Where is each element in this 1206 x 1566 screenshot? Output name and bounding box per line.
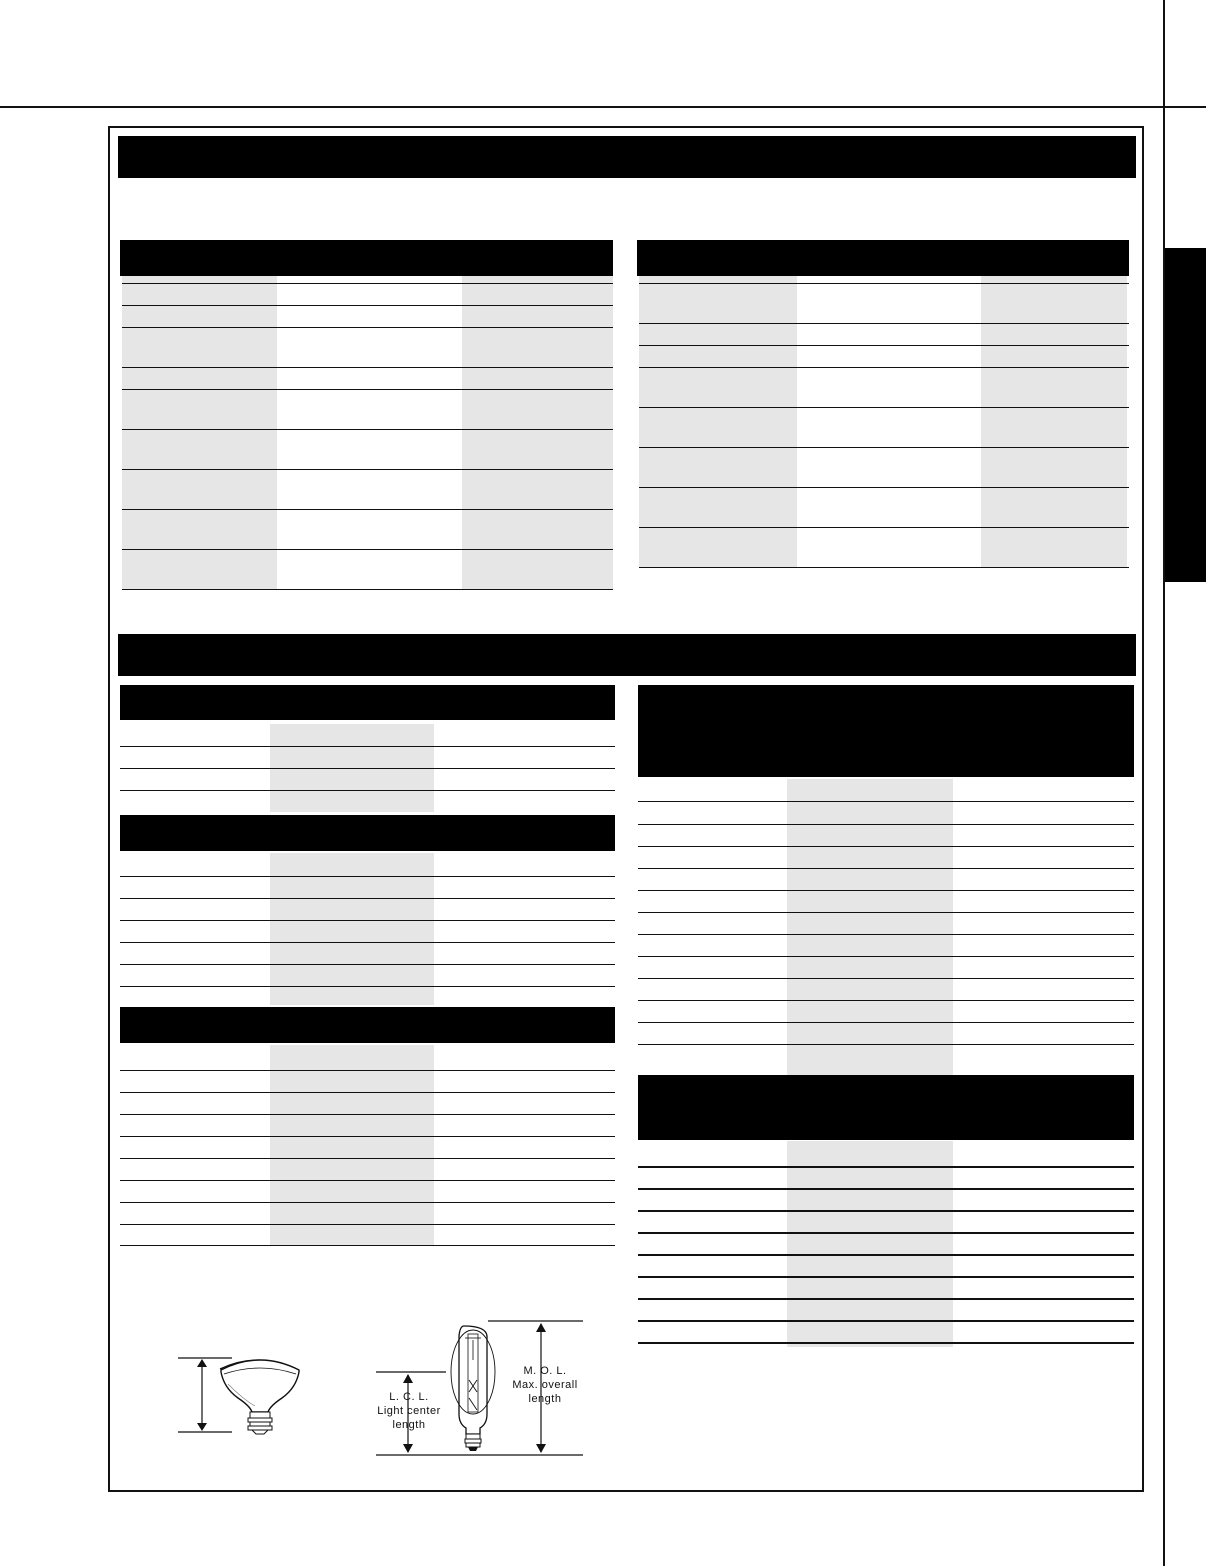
row-divider (638, 1166, 1134, 1168)
lcl-abbr: L. C. L. (389, 1391, 429, 1403)
mol-caption (502, 1364, 588, 1406)
row-divider (638, 1298, 1134, 1300)
table-1-shaded-column-b (462, 276, 613, 590)
table-2-shaded-column-a (639, 276, 797, 568)
section-header-bar-1 (118, 136, 1136, 178)
row-divider (639, 323, 1129, 324)
row-divider (638, 1210, 1134, 1212)
table-5-shaded-column (270, 1045, 434, 1245)
table-1-header (120, 240, 613, 276)
row-divider (639, 367, 1129, 368)
mol-line-2: length (528, 1393, 562, 1405)
row-divider (120, 1245, 615, 1246)
row-divider (639, 447, 1129, 448)
row-divider (122, 509, 613, 510)
row-divider (638, 846, 1134, 847)
row-divider (120, 1114, 615, 1115)
row-divider (638, 956, 1134, 957)
row-divider (120, 898, 615, 899)
lcl-line-2: length (392, 1419, 426, 1431)
row-divider (122, 283, 613, 284)
row-divider (122, 389, 613, 390)
row-divider (639, 345, 1129, 346)
row-divider (120, 746, 615, 747)
row-divider (639, 567, 1129, 568)
row-divider (638, 1022, 1134, 1023)
table-7-shaded-column (787, 1141, 953, 1347)
row-divider (122, 429, 613, 430)
par-lamp-bulb-icon (200, 1350, 310, 1450)
row-divider (120, 1224, 615, 1225)
row-divider (120, 986, 615, 987)
row-divider (639, 407, 1129, 408)
row-divider (120, 1070, 615, 1071)
mol-line-1: Max. overall (512, 1379, 578, 1391)
table-7-header (638, 1075, 1134, 1140)
row-divider (120, 1180, 615, 1181)
row-divider (638, 978, 1134, 979)
table-1-shaded-column-a (122, 276, 277, 590)
row-divider (638, 868, 1134, 869)
row-divider (638, 1188, 1134, 1190)
row-divider (122, 305, 613, 306)
row-divider (639, 487, 1129, 488)
side-section-tab (1165, 248, 1206, 582)
row-divider (120, 920, 615, 921)
top-rule (0, 106, 1206, 108)
row-divider (120, 790, 615, 791)
row-divider (638, 1232, 1134, 1234)
row-divider (120, 876, 615, 877)
row-divider (122, 589, 613, 590)
row-divider (638, 1254, 1134, 1256)
mol-abbr: M. O. L. (523, 1365, 567, 1377)
row-divider (639, 283, 1129, 284)
row-divider (638, 934, 1134, 935)
row-divider (638, 801, 1134, 802)
lcl-line-1: Light center (377, 1405, 441, 1417)
row-divider (120, 1092, 615, 1093)
table-2-shaded-column-b (981, 276, 1127, 568)
row-divider (122, 469, 613, 470)
table-4-header (120, 815, 615, 851)
row-divider (120, 1158, 615, 1159)
row-divider (120, 964, 615, 965)
row-divider (638, 1342, 1134, 1344)
row-divider (638, 890, 1134, 891)
row-divider (638, 1044, 1134, 1045)
table-3-header (120, 685, 615, 720)
row-divider (122, 367, 613, 368)
row-divider (638, 912, 1134, 913)
section-header-bar-2 (118, 634, 1136, 676)
row-divider (639, 527, 1129, 528)
right-margin-rule (1163, 0, 1165, 1566)
row-divider (638, 1276, 1134, 1278)
row-divider (120, 1202, 615, 1203)
row-divider (638, 824, 1134, 825)
row-divider (120, 768, 615, 769)
row-divider (638, 1320, 1134, 1322)
table-5-header (120, 1007, 615, 1043)
table-6-header (638, 685, 1134, 777)
row-divider (120, 1136, 615, 1137)
row-divider (122, 327, 613, 328)
row-divider (122, 549, 613, 550)
lcl-caption (366, 1390, 452, 1432)
row-divider (638, 1000, 1134, 1001)
row-divider (120, 942, 615, 943)
table-2-header (637, 240, 1129, 276)
